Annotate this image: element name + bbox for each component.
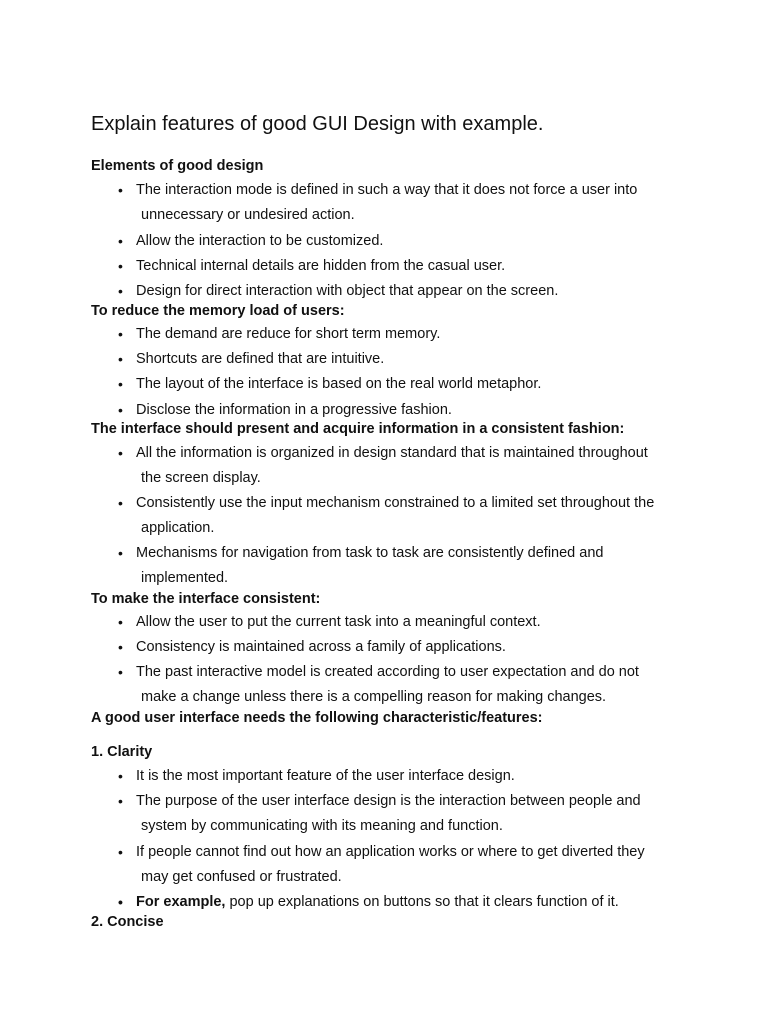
list-item-text-continued: implemented. <box>141 570 229 587</box>
list-item-text: Disclose the information in a progressive fashion. <box>136 402 452 418</box>
list-item <box>118 322 688 347</box>
list-item <box>118 279 688 304</box>
bullet-icon: • <box>118 233 123 249</box>
list-item <box>118 764 688 789</box>
list-item-text-continued: make a change unless there is a compelling reason for making changes. <box>141 689 607 706</box>
bullet-icon: • <box>118 639 123 655</box>
list-item-text: The layout of the interface is based on the real world metaphor. <box>136 376 542 392</box>
list-item-text: Shortcuts are defined that are intuitive. <box>136 351 385 367</box>
page-title: Explain features of good GUI Design with example. <box>91 113 544 135</box>
list-item <box>118 541 688 592</box>
list-item-text: Allow the user to put the current task into a meaningful context. <box>136 614 541 630</box>
bullet-icon: • <box>118 844 123 860</box>
list-item <box>118 178 688 229</box>
list-item <box>118 229 688 254</box>
bullet-icon: • <box>118 793 123 809</box>
list-item-text: The purpose of the user interface design is the interaction between people and <box>136 793 641 809</box>
bullet-icon: • <box>118 351 123 367</box>
list-item-text: The interaction mode is defined in such a way that it does not force a user into <box>136 182 638 198</box>
bullet-icon: • <box>118 326 123 342</box>
list-item <box>118 372 688 397</box>
section-heading: To reduce the memory load of users: <box>91 303 345 319</box>
bullet-icon: • <box>118 258 123 274</box>
list-item-text: It is the most important feature of the user interface design. <box>136 768 515 784</box>
list-item-text: Consistently use the input mechanism constrained to a limited set throughout the <box>136 495 655 511</box>
list-item-text: Design for direct interaction with object that appear on the screen. <box>136 283 559 299</box>
section-heading: The interface should present and acquire information in a consistent fashion: <box>91 421 625 437</box>
list-item <box>118 840 688 891</box>
list-item-text-continued: unnecessary or undesired action. <box>141 207 355 224</box>
section-heading: Elements of good design <box>91 158 264 174</box>
bullet-icon: • <box>118 894 123 910</box>
section-heading: A good user interface needs the following characteristic/features: <box>91 710 543 726</box>
list-item-text-continued: system by communicating with its meaning and function. <box>141 818 503 835</box>
example-text: pop up explanations on buttons so that it clears function of it. <box>225 894 619 910</box>
bullet-icon: • <box>118 545 123 561</box>
list-item-text: Mechanisms for navigation from task to task are consistently defined and <box>136 545 604 561</box>
list-item <box>118 347 688 372</box>
list-item <box>118 441 688 492</box>
bullet-icon: • <box>118 402 123 418</box>
section-heading: 2. Concise <box>91 914 164 930</box>
bullet-icon: • <box>118 445 123 461</box>
list-item-text: If people cannot find out how an application works or where to get diverted they <box>136 844 645 860</box>
bullet-icon: • <box>118 283 123 299</box>
list-item-text: All the information is organized in design standard that is maintained throughout <box>136 445 648 461</box>
list-item-example <box>118 890 688 915</box>
list-item <box>118 254 688 279</box>
list-item <box>118 491 688 542</box>
bullet-icon: • <box>118 182 123 198</box>
list-item-text: Consistency is maintained across a family of applications. <box>136 639 506 655</box>
list-item-text: The demand are reduce for short term memory. <box>136 326 441 342</box>
list-item <box>118 789 688 840</box>
list-item-text: Technical internal details are hidden from the casual user. <box>136 258 506 274</box>
list-item <box>118 660 688 711</box>
list-item-text-continued: the screen display. <box>141 470 261 487</box>
bullet-icon: • <box>118 768 123 784</box>
list-item-text: The past interactive model is created according to user expectation and do not <box>136 664 639 680</box>
bullet-icon: • <box>118 376 123 392</box>
bullet-icon: • <box>118 664 123 680</box>
list-item <box>118 610 688 635</box>
list-item <box>118 635 688 660</box>
bullet-icon: • <box>118 495 123 511</box>
list-item-text-continued: may get confused or frustrated. <box>141 869 342 886</box>
list-item-text: Allow the interaction to be customized. <box>136 233 384 249</box>
section-heading: To make the interface consistent: <box>91 591 321 607</box>
section-heading: 1. Clarity <box>91 744 153 760</box>
example-lead: For example, <box>136 894 226 910</box>
list-item-text-continued: application. <box>141 520 215 537</box>
bullet-icon: • <box>118 614 123 630</box>
